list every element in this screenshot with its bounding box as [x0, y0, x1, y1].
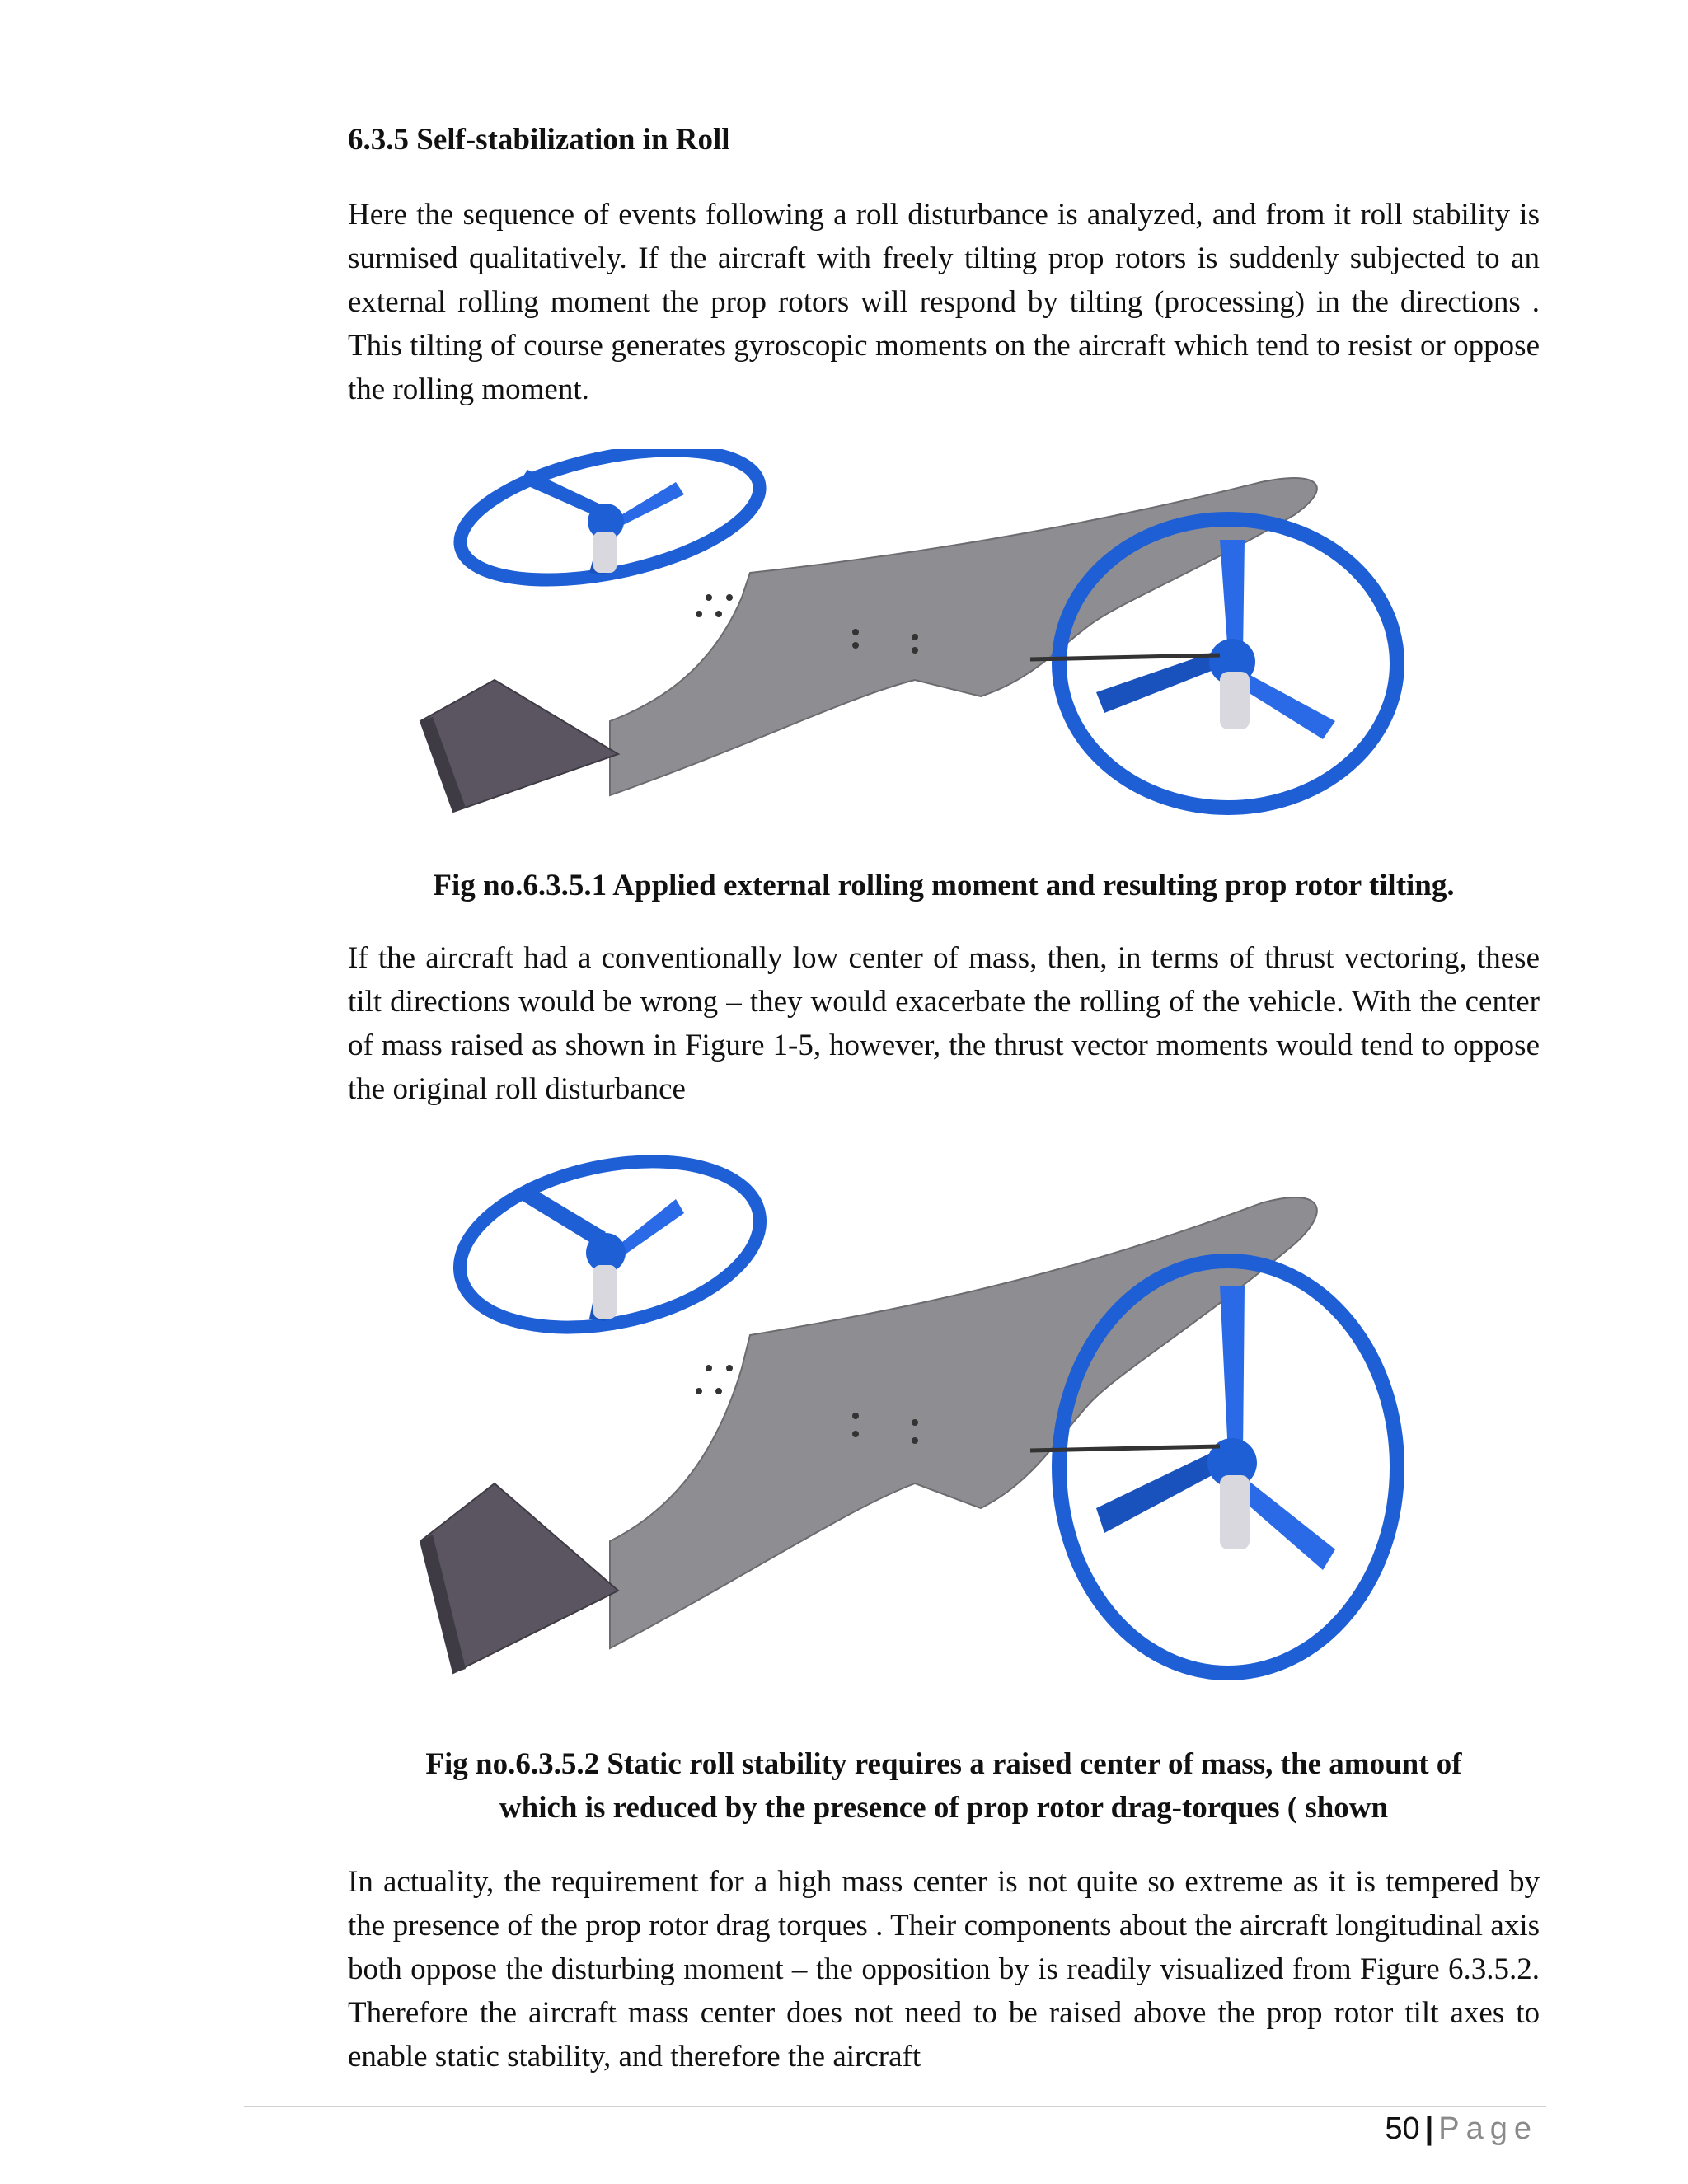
paragraph-drag-torques: In actuality, the requirement for a high mass center is not quite so extreme as it is tempered by the presence of the prop rotor drag torques . Their components about the aircraft longitudinal axis both oppose the disturbing moment – the opposition by is readily visualized from Figure 6.3.5.2. Therefore the aircraft mass center does not need to be raised above the prop rotor tilt axes to enable static stability, and therefore the aircraft	[348, 1865, 1540, 2074]
aircraft-illustration	[420, 1154, 1397, 1673]
figure-caption-2-line-2: which is reduced by the presence of prop rotor drag-torques ( shown	[499, 1791, 1389, 1825]
rotor-left	[448, 449, 771, 603]
page-number: 50	[1385, 2111, 1420, 2146]
rotor-left	[444, 1154, 775, 1352]
page-label: Page	[1438, 2111, 1538, 2146]
figure-caption-1: Fig no.6.3.5.1 Applied external rolling moment and resulting prop rotor tilting.	[433, 869, 1455, 902]
section-heading: 6.3.5 Self-stabilization in Roll	[348, 123, 730, 157]
footer-divider	[244, 2106, 1546, 2107]
page-separator: |	[1424, 2111, 1434, 2146]
figure-caption-2-line-1: Fig no.6.3.5.2 Static roll stability requires a raised center of mass, the amount of	[425, 1747, 1462, 1781]
aircraft-illustration	[420, 449, 1397, 812]
figure-aircraft-roll-2	[404, 1154, 1475, 1714]
paragraph-center-of-mass: If the aircraft had a conventionally low center of mass, then, in terms of thrust vectoring, these tilt directions would be wrong – they would exacerbate the rolling of the vehicle. With the center of mass raised as shown in Figure 1-5, however, the thrust vector moments would tend to oppose the original roll disturbance	[348, 941, 1540, 1106]
page-footer	[1385, 2111, 1538, 2147]
figure-aircraft-roll-1	[404, 449, 1475, 837]
paragraph-intro: Here the sequence of events following a roll disturbance is analyzed, and from it roll stability is surmised qualitatively. If the aircraft with freely tilting prop rotors is suddenly subjected to an external rolling moment the prop rotors will respond by tilting (processing) in the directions . This tilting of course generates gyroscopic moments on the aircraft which tend to resist or oppose the rolling moment.	[348, 198, 1540, 406]
figure-caption-2	[348, 1742, 1540, 1830]
